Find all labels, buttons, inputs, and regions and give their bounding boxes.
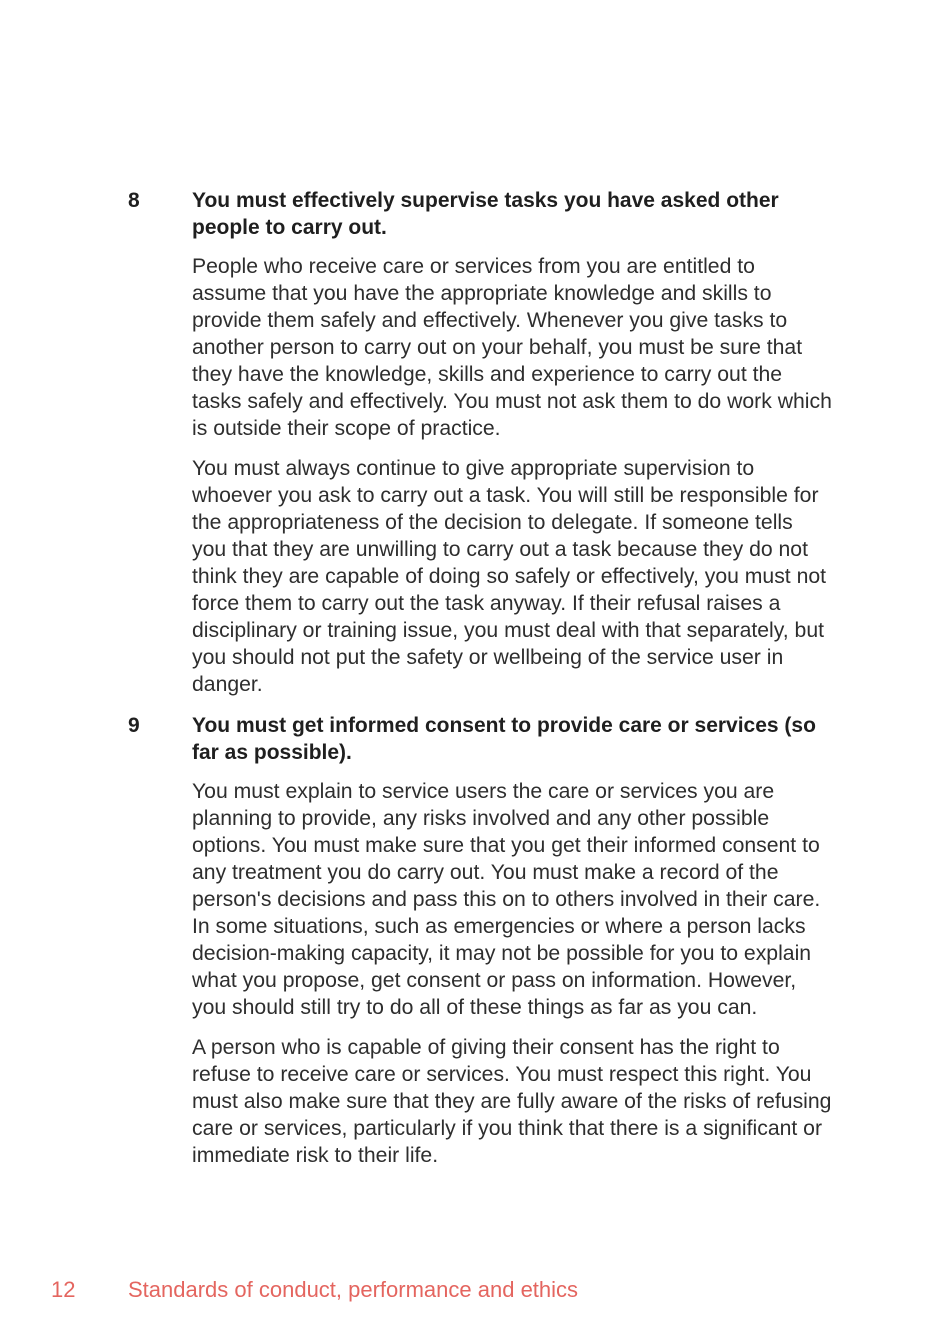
section-8	[0, 187, 950, 698]
section-header	[0, 712, 950, 766]
footer-document-title: Standards of conduct, performance and ethics	[128, 1277, 579, 1302]
section-heading: You must effectively supervise tasks you have asked other people to carry out.	[192, 189, 779, 239]
section-number: 8	[128, 189, 140, 212]
section-number: 9	[128, 714, 140, 737]
paragraph: You must explain to service users the care or services you are planning to provide, any risks involved and any other possible options. You must make sure that you get their informed consent to any treatment you do carry out. You must make a record of the person's decisions and pass this on to others involved in their care. In some situations, such as emergencies or where a person lacks decision-making capacity, it may not be possible for you to explain what you propose, get consent or pass on information. However, you should still try to do all of these things as far as you can.	[192, 780, 821, 1019]
paragraph: You must always continue to give appropriate supervision to whoever you ask to carry out a task. You will still be responsible for the appropriateness of the decision to delegate. If someone tells you that they are unwilling to carry out a task because they do not think they are capable of doing so safely or effectively, you must not force them to carry out the task anyway. If their refusal raises a disciplinary or training issue, you must deal with that separately, but you should not put the safety or wellbeing of the service user in danger.	[192, 457, 827, 696]
section-heading: You must get informed consent to provide care or services (so far as possible).	[192, 714, 816, 764]
page-number: 12	[51, 1277, 76, 1302]
paragraph: People who receive care or services from you are entitled to assume that you have the appropriate knowledge and skills to provide them safely and effectively. Whenever you give tasks to another person to carry out on your behalf, you must be sure that they have the knowledge, skills and experience to carry out the tasks safely and effectively. You must not ask them to do work which is outside their scope of practice.	[192, 255, 832, 440]
section-9	[0, 712, 950, 1169]
paragraph: A person who is capable of giving their consent has the right to refuse to receive care or services. You must respect this right. You must also make sure that they are fully aware of the risks of refusing care or services, particularly if you think that there is a significant or immediate risk to their life.	[192, 1036, 832, 1167]
section-header	[0, 187, 950, 241]
